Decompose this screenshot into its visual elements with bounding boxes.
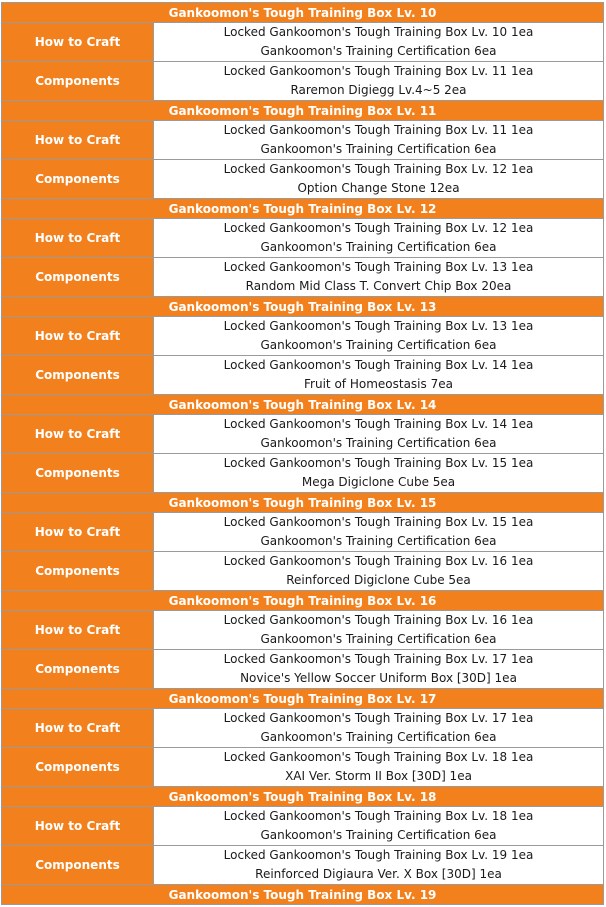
component-line: Locked Gankoomon's Tough Training Box Lv. 19 1ea xyxy=(223,848,534,862)
recipe-line: Locked Gankoomon's Tough Training Box Lv. 16 1ea xyxy=(223,613,534,627)
component-line: Fruit of Homeostasis 7ea xyxy=(304,377,453,391)
section-title: Gankoomon's Tough Training Box Lv. 19 xyxy=(2,885,604,905)
recipe-line: Locked Gankoomon's Tough Training Box Lv. 11 1ea xyxy=(223,123,534,137)
how-to-craft-row xyxy=(2,807,604,846)
section-header-row xyxy=(2,689,604,709)
recipe-line: Gankoomon's Training Certification 6ea xyxy=(260,828,497,842)
components-label: Components xyxy=(2,846,154,885)
section-title: Gankoomon's Tough Training Box Lv. 10 xyxy=(2,3,604,23)
how-to-craft-label: How to Craft xyxy=(2,121,154,160)
component-line: XAI Ver. Storm II Box [30D] 1ea xyxy=(285,769,472,783)
crafting-table-body xyxy=(2,3,604,905)
section-title: Gankoomon's Tough Training Box Lv. 14 xyxy=(2,395,604,415)
component-line: Reinforced Digiaura Ver. X Box [30D] 1ea xyxy=(255,867,502,881)
component-line: Locked Gankoomon's Tough Training Box Lv. 16 1ea xyxy=(223,554,534,568)
how-to-craft-row xyxy=(2,121,604,160)
section-header-row xyxy=(2,3,604,23)
how-to-craft-label: How to Craft xyxy=(2,611,154,650)
how-to-craft-value xyxy=(154,23,604,62)
how-to-craft-row xyxy=(2,415,604,454)
how-to-craft-label: How to Craft xyxy=(2,219,154,258)
components-label: Components xyxy=(2,356,154,395)
section-header-row xyxy=(2,493,604,513)
components-row xyxy=(2,552,604,591)
recipe-line: Gankoomon's Training Certification 6ea xyxy=(260,338,497,352)
components-row xyxy=(2,748,604,787)
components-label: Components xyxy=(2,650,154,689)
section-title: Gankoomon's Tough Training Box Lv. 18 xyxy=(2,787,604,807)
components-label: Components xyxy=(2,748,154,787)
component-line: Locked Gankoomon's Tough Training Box Lv. 12 1ea xyxy=(223,162,534,176)
components-label: Components xyxy=(2,258,154,297)
how-to-craft-label: How to Craft xyxy=(2,415,154,454)
components-value xyxy=(154,356,604,395)
how-to-craft-label: How to Craft xyxy=(2,709,154,748)
how-to-craft-value xyxy=(154,611,604,650)
components-value xyxy=(154,552,604,591)
component-line: Raremon Digiegg Lv.4~5 2ea xyxy=(290,83,467,97)
section-header-row xyxy=(2,591,604,611)
section-title: Gankoomon's Tough Training Box Lv. 12 xyxy=(2,199,604,219)
component-line: Random Mid Class T. Convert Chip Box 20ea xyxy=(245,279,512,293)
component-line: Locked Gankoomon's Tough Training Box Lv. 17 1ea xyxy=(223,652,534,666)
section-header-row xyxy=(2,885,604,905)
how-to-craft-row xyxy=(2,513,604,552)
components-row xyxy=(2,62,604,101)
recipe-line: Gankoomon's Training Certification 6ea xyxy=(260,142,497,156)
components-value xyxy=(154,650,604,689)
components-row xyxy=(2,356,604,395)
recipe-line: Locked Gankoomon's Tough Training Box Lv. 12 1ea xyxy=(223,221,534,235)
components-row xyxy=(2,846,604,885)
how-to-craft-value xyxy=(154,415,604,454)
how-to-craft-row xyxy=(2,219,604,258)
components-label: Components xyxy=(2,552,154,591)
crafting-table xyxy=(1,2,604,905)
component-line: Novice's Yellow Soccer Uniform Box [30D] 1ea xyxy=(240,671,517,685)
components-label: Components xyxy=(2,62,154,101)
section-header-row xyxy=(2,787,604,807)
component-line: Locked Gankoomon's Tough Training Box Lv. 15 1ea xyxy=(223,456,534,470)
how-to-craft-row xyxy=(2,317,604,356)
section-header-row xyxy=(2,395,604,415)
components-value xyxy=(154,258,604,297)
how-to-craft-label: How to Craft xyxy=(2,317,154,356)
section-header-row xyxy=(2,199,604,219)
how-to-craft-value xyxy=(154,121,604,160)
components-value xyxy=(154,846,604,885)
components-value xyxy=(154,454,604,493)
components-value xyxy=(154,160,604,199)
section-header-row xyxy=(2,101,604,121)
component-line: Locked Gankoomon's Tough Training Box Lv. 18 1ea xyxy=(223,750,534,764)
how-to-craft-value xyxy=(154,513,604,552)
section-title: Gankoomon's Tough Training Box Lv. 17 xyxy=(2,689,604,709)
how-to-craft-value xyxy=(154,807,604,846)
component-line: Locked Gankoomon's Tough Training Box Lv. 13 1ea xyxy=(223,260,534,274)
recipe-line: Locked Gankoomon's Tough Training Box Lv. 15 1ea xyxy=(223,515,534,529)
recipe-line: Locked Gankoomon's Tough Training Box Lv. 17 1ea xyxy=(223,711,534,725)
recipe-line: Locked Gankoomon's Tough Training Box Lv. 10 1ea xyxy=(223,25,534,39)
component-line: Reinforced Digiclone Cube 5ea xyxy=(286,573,471,587)
section-title: Gankoomon's Tough Training Box Lv. 15 xyxy=(2,493,604,513)
recipe-line: Gankoomon's Training Certification 6ea xyxy=(260,240,497,254)
recipe-line: Gankoomon's Training Certification 6ea xyxy=(260,44,497,58)
how-to-craft-row xyxy=(2,709,604,748)
how-to-craft-value xyxy=(154,709,604,748)
section-header-row xyxy=(2,297,604,317)
component-line: Option Change Stone 12ea xyxy=(297,181,460,195)
recipe-line: Locked Gankoomon's Tough Training Box Lv. 13 1ea xyxy=(223,319,534,333)
components-row xyxy=(2,454,604,493)
how-to-craft-value xyxy=(154,317,604,356)
how-to-craft-label: How to Craft xyxy=(2,23,154,62)
components-label: Components xyxy=(2,454,154,493)
components-row xyxy=(2,650,604,689)
how-to-craft-row xyxy=(2,611,604,650)
components-row xyxy=(2,160,604,199)
recipe-line: Gankoomon's Training Certification 6ea xyxy=(260,534,497,548)
component-line: Mega Digiclone Cube 5ea xyxy=(301,475,456,489)
recipe-line: Gankoomon's Training Certification 6ea xyxy=(260,436,497,450)
how-to-craft-label: How to Craft xyxy=(2,807,154,846)
how-to-craft-value xyxy=(154,219,604,258)
component-line: Locked Gankoomon's Tough Training Box Lv. 11 1ea xyxy=(223,64,534,78)
section-title: Gankoomon's Tough Training Box Lv. 11 xyxy=(2,101,604,121)
section-title: Gankoomon's Tough Training Box Lv. 16 xyxy=(2,591,604,611)
recipe-line: Gankoomon's Training Certification 6ea xyxy=(260,632,497,646)
components-label: Components xyxy=(2,160,154,199)
how-to-craft-label: How to Craft xyxy=(2,513,154,552)
section-title: Gankoomon's Tough Training Box Lv. 13 xyxy=(2,297,604,317)
recipe-line: Locked Gankoomon's Tough Training Box Lv. 18 1ea xyxy=(223,809,534,823)
how-to-craft-row xyxy=(2,23,604,62)
component-line: Locked Gankoomon's Tough Training Box Lv. 14 1ea xyxy=(223,358,534,372)
recipe-line: Gankoomon's Training Certification 6ea xyxy=(260,730,497,744)
recipe-line: Locked Gankoomon's Tough Training Box Lv. 14 1ea xyxy=(223,417,534,431)
components-row xyxy=(2,258,604,297)
components-value xyxy=(154,62,604,101)
components-value xyxy=(154,748,604,787)
